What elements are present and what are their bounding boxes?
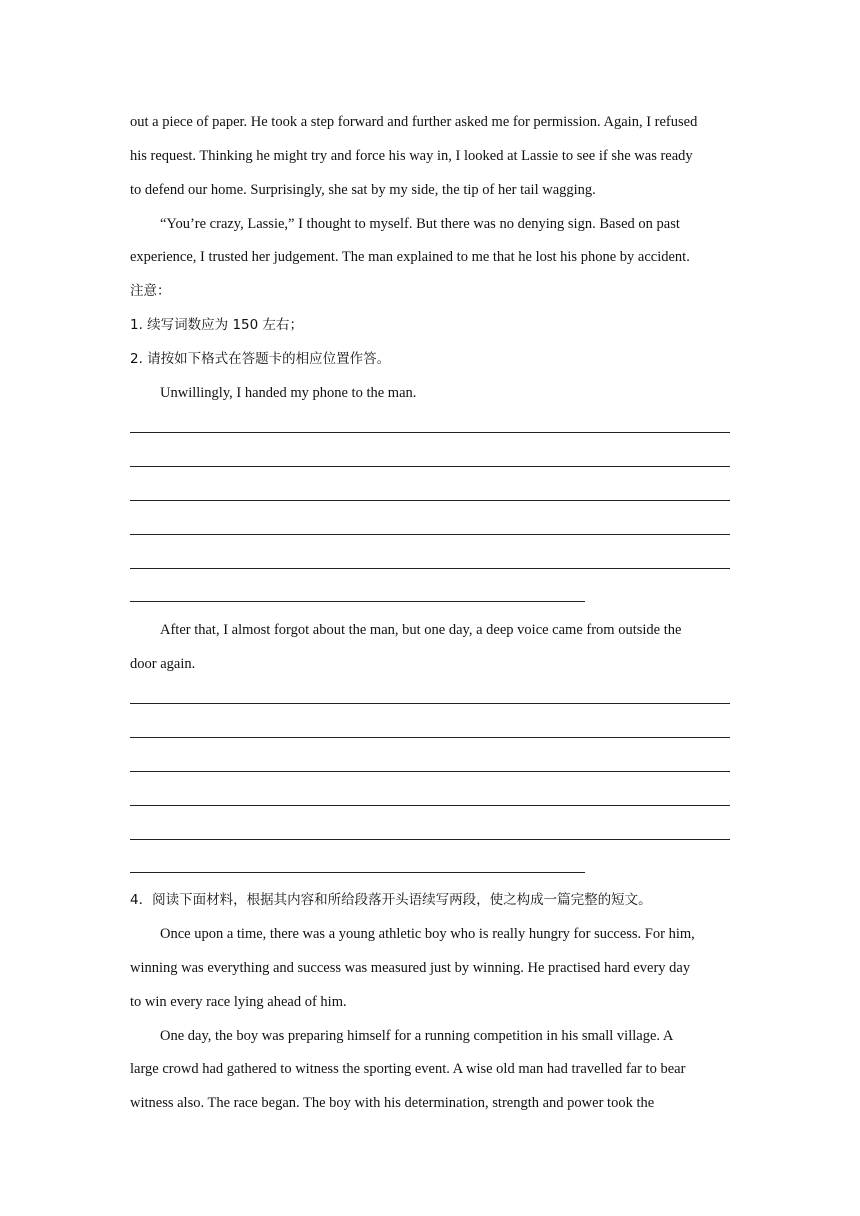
passage-line: to win every race lying ahead of him. [130, 994, 347, 1010]
answer-line [130, 601, 585, 602]
passage-line: out a piece of paper. He took a step forward and further asked me for permission. Again, I refused [130, 114, 698, 130]
passage-line: to defend our home. Surprisingly, she sat by my side, the tip of her tail wagging. [130, 182, 596, 198]
answer-line [130, 737, 730, 738]
answer-line [130, 805, 730, 806]
passage-line: winning was everything and success was measured just by winning. He practised hard every day [130, 960, 691, 976]
note-item: 1. 续写词数应为 150 左右； [130, 317, 304, 333]
prompt-sentence: Unwillingly, I handed my phone to the man. [160, 385, 417, 401]
answer-line [130, 568, 730, 569]
answer-line [130, 703, 730, 704]
passage-line: One day, the boy was preparing himself for a running competition in his small village. A [160, 1028, 674, 1044]
passage-line: large crowd had gathered to witness the sporting event. A wise old man had travelled far to bear [130, 1061, 686, 1077]
answer-line [130, 432, 730, 433]
answer-line [130, 466, 730, 467]
notes-title: 注意： [130, 283, 171, 299]
passage-line: witness also. The race began. The boy with his determination, strength and power took the [130, 1095, 655, 1111]
prompt-sentence: door again. [130, 656, 196, 672]
answer-line [130, 500, 730, 501]
prompt-sentence: After that, I almost forgot about the man, but one day, a deep voice came from outside the [160, 622, 682, 638]
passage-line: experience, I trusted her judgement. The man explained to me that he lost his phone by accident. [130, 249, 690, 265]
answer-line [130, 771, 730, 772]
answer-line [130, 872, 585, 873]
answer-line [130, 839, 730, 840]
question-instruction: 4．阅读下面材料，根据其内容和所给段落开头语续写两段，使之构成一篇完整的短文。 [130, 892, 652, 908]
passage-line: his request. Thinking he might try and force his way in, I looked at Lassie to see if she was ready [130, 148, 693, 164]
passage-line: Once upon a time, there was a young athletic boy who is really hungry for success. For him, [160, 926, 695, 942]
answer-line [130, 534, 730, 535]
passage-line: “You’re crazy, Lassie,” I thought to myself. But there was no denying sign. Based on past [160, 216, 680, 232]
note-item: 2. 请按如下格式在答题卡的相应位置作答。 [130, 351, 391, 367]
